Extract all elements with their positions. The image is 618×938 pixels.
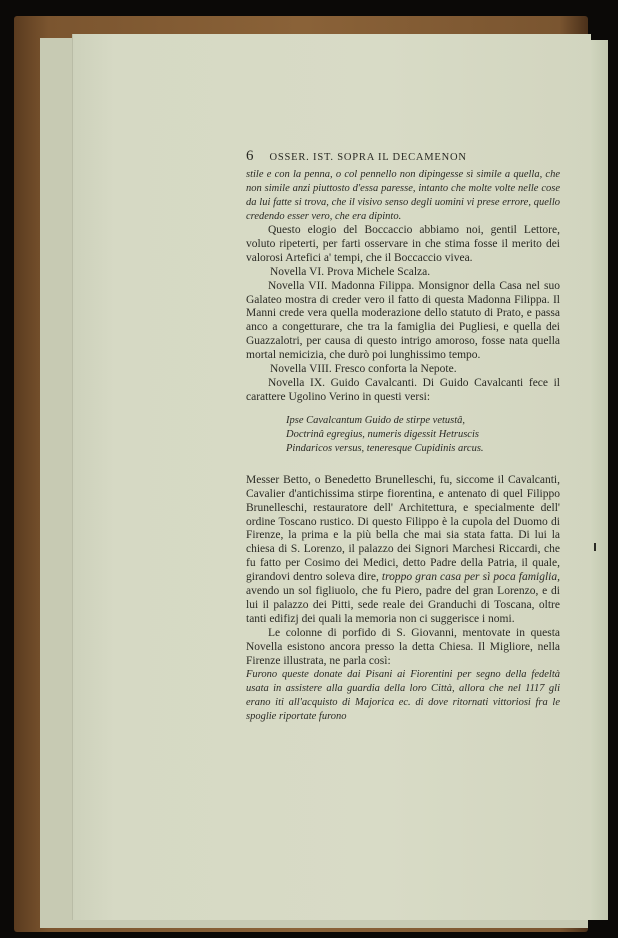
novella-vi: Novella VI. Prova Michele Scalza. — [270, 265, 431, 278]
paragraph-betto-text: Messer Betto, o Benedetto Brunelleschi, fu, siccome il Cavalcanti, Cavalier d'antichissima stirpe fiorentina, e antenato di quel Filippo Brunelleschi, restauratore dell' Architettura, e specialmente dell' ordine Toscano rustico. Di questo Filippo è la cupola del Duomo di Firenze, la prima e la più bella che mai sia stata fatta. Di lui la chiesa di S. Lorenzo, il palazzo dei Signori Marchesi Riccardi, che fu fatto per Cosimo dei Medici, detto Padre della Patria, il quale, girandovi dentro soleva dire, — [246, 473, 560, 584]
quote-italic: troppo gran casa per sì poca famiglia, — [381, 571, 560, 584]
novella-viii: Novella VIII. Fresco conforta la Nepote. — [270, 363, 457, 376]
paragraph-colonne: Le colonne di porfido di S. Giovanni, mentovate in questa Novella esistono ancora presso la detta Chiesa. Il Migliore, nella Firenze illustrata, ne parla così: — [246, 626, 560, 667]
latin-verse — [246, 414, 560, 456]
page-text — [246, 148, 560, 724]
paragraph-betto — [246, 474, 560, 627]
novella-vii: Novella VII. Madonna Filippa. Monsignor della Casa nel suo Galateo mostra di creder vero il fatto di questa Madonna Filippa. Il Manni crede vera quella moderazione dello statuto di Prato, e passa anco a congetturare, che tra la famiglia dei Pugliesi, e quella dei Guazzalotri, per causa di questo intrigo amoroso, fosse nata quella mortal nemicizia, che durò poi lunghissimo tempo. — [246, 279, 560, 362]
paragraph-quote: stile e con la penna, o col pennello non dipingesse sì simile a quella, che non simile anzi piuttosto d'essa paresse, intanto che molte volte nelle cose da lui fatte si trova, che il visivo senso degli uomini vi prese errore, quello credendo esser vero, che era dipinto. — [246, 169, 560, 222]
verse-line: Ipse Cavalcantum Guido de stirpe vetustâ, — [286, 414, 466, 426]
paragraph-betto-cont: avendo un sol figliuolo, che fu Piero, padre del gran Lorenzo, e di lui il palazzo dei Pitti, sede reale dei Granduchi di Toscana, oltre tanti edifizj dei quali la memoria non ci suggerisce i nomi. — [246, 585, 560, 625]
page-header — [246, 148, 560, 165]
paragraph-elogio: Questo elogio del Boccaccio abbiamo noi, gentil Lettore, voluto ripeterti, per farti osservare in che stima fosse il merito dei valorosi Artefici a' tempi, che il Boccaccio vivea. — [246, 224, 560, 264]
page-number: 6 — [246, 148, 254, 164]
paragraph-migliore-quote: Furono queste donate dai Pisani ai Fiorentini per segno della fedeltà usata in assistere alla guardia della loro Città, allora che nel 1117 gli erano iti all'acquisto di Majorica ec. di dove ritornati vittoriosi fra le spoglie riportate furono — [246, 669, 560, 723]
margin-mark — [594, 543, 596, 551]
running-title: OSSER. IST. SOPRA IL DECAMENON — [269, 152, 467, 163]
novella-ix: Novella IX. Guido Cavalcanti. Di Guido Cavalcanti fece il carattere Ugolino Verino in questi versi: — [246, 376, 560, 403]
verse-line: Pindaricos versus, teneresque Cupidinis arcus. — [286, 442, 484, 454]
verse-line: Doctrinâ egregius, numeris digessit Hetruscis — [286, 428, 479, 440]
